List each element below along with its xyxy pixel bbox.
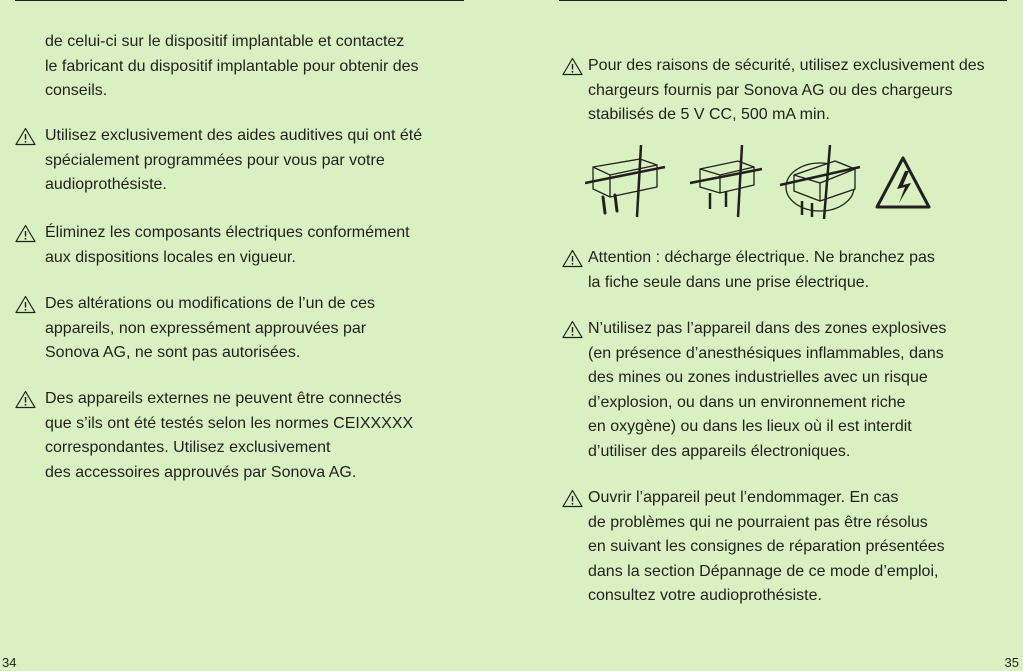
- warning-triangle-icon: [15, 390, 36, 409]
- text-line: N’utilisez pas l’appareil dans des zones explosives: [588, 320, 947, 337]
- warning-paragraph: [562, 246, 935, 295]
- text-line: consultez votre audioprothésiste.: [588, 587, 822, 604]
- warning-paragraph: [562, 317, 946, 464]
- page-number: 34: [2, 655, 17, 670]
- warning-triangle-icon: [15, 295, 36, 314]
- text-line: Éliminez les composants électriques conformément: [45, 224, 410, 241]
- text-line: Utilisez exclusivement des aides auditives qui ont été: [45, 127, 423, 144]
- text-line: Attention : décharge électrique. Ne branchez pas: [588, 249, 935, 266]
- text-line: d’utiliser des appareils électroniques.: [588, 442, 851, 460]
- warning-paragraph: [15, 387, 413, 485]
- text-line: de celui-ci sur le dispositif implantable et contactez: [45, 33, 405, 50]
- text-line: en oxygène) ou dans les lieux où il est interdit: [588, 418, 912, 435]
- text-line: le fabricant du dispositif implantable pour obtenir des: [45, 57, 419, 75]
- text-line: Sonova AG, ne sont pas autorisées.: [45, 344, 301, 361]
- text-line: que s’ils ont été testés selon les normes CEIXXXXX: [45, 414, 414, 432]
- text-line: des mines ou zones industrielles avec un risque: [588, 369, 928, 386]
- warning-triangle-icon: [15, 224, 36, 243]
- text-line: audioprothésiste.: [45, 176, 167, 193]
- text-line: Ouvrir l’appareil peut l’endommager. En cas: [588, 489, 899, 506]
- text-line: Des altérations ou modifications de l’un de ces: [45, 295, 375, 312]
- text-line: Pour des raisons de sécurité, utilisez exclusivement des: [588, 57, 985, 74]
- text-line: spécialement programmées pour vous par votre: [45, 151, 385, 169]
- crossed-out-plug-icon: [780, 145, 860, 219]
- text-line: Des appareils externes ne peuvent être connectés: [45, 390, 402, 407]
- warning-triangle-icon: [15, 127, 36, 146]
- warning-triangle-icon: [562, 57, 583, 76]
- crossed-out-plug-icon: [585, 145, 665, 217]
- text-line: des accessoires approuvés par Sonova AG.: [45, 463, 357, 481]
- page-number: 35: [1004, 655, 1019, 670]
- warning-triangle-icon: [562, 489, 583, 508]
- text-line: conseils.: [45, 82, 108, 99]
- warning-triangle-icon: [562, 320, 583, 339]
- top-rule-left: [15, 0, 464, 1]
- warning-paragraph: [15, 124, 422, 198]
- charger-illustration: [585, 145, 935, 220]
- warning-paragraph: [562, 486, 945, 609]
- text-line: dans la section Dépannage de ce mode d’emploi,: [588, 562, 939, 580]
- text-line: stabilisés de 5 V CC, 500 mA min.: [588, 106, 830, 123]
- electric-shock-icon: [877, 158, 929, 207]
- text-line: chargeurs fournis par Sonova AG ou des chargeurs: [588, 81, 953, 99]
- text-line: de problèmes qui ne pourraient pas être résolus: [588, 513, 928, 531]
- continuation-paragraph: [15, 30, 419, 104]
- text-line: (en présence d’anesthésiques inflammables, dans: [588, 344, 944, 362]
- warning-paragraph: [562, 54, 985, 128]
- crossed-out-plug-icon: [690, 145, 762, 217]
- text-line: correspondantes. Utilisez exclusivement: [45, 439, 331, 456]
- text-line: appareils, non expressément approuvées par: [45, 319, 367, 337]
- top-rule-right: [559, 0, 1007, 1]
- warning-paragraph: [15, 292, 375, 366]
- text-line: aux dispositions locales en vigueur.: [45, 248, 296, 266]
- warning-paragraph: [15, 221, 410, 270]
- warning-triangle-icon: [562, 249, 583, 268]
- text-line: d’explosion, ou dans un environnement riche: [588, 393, 906, 411]
- text-line: la fiche seule dans une prise électrique.: [588, 273, 870, 291]
- text-line: en suivant les consignes de réparation présentées: [588, 538, 945, 555]
